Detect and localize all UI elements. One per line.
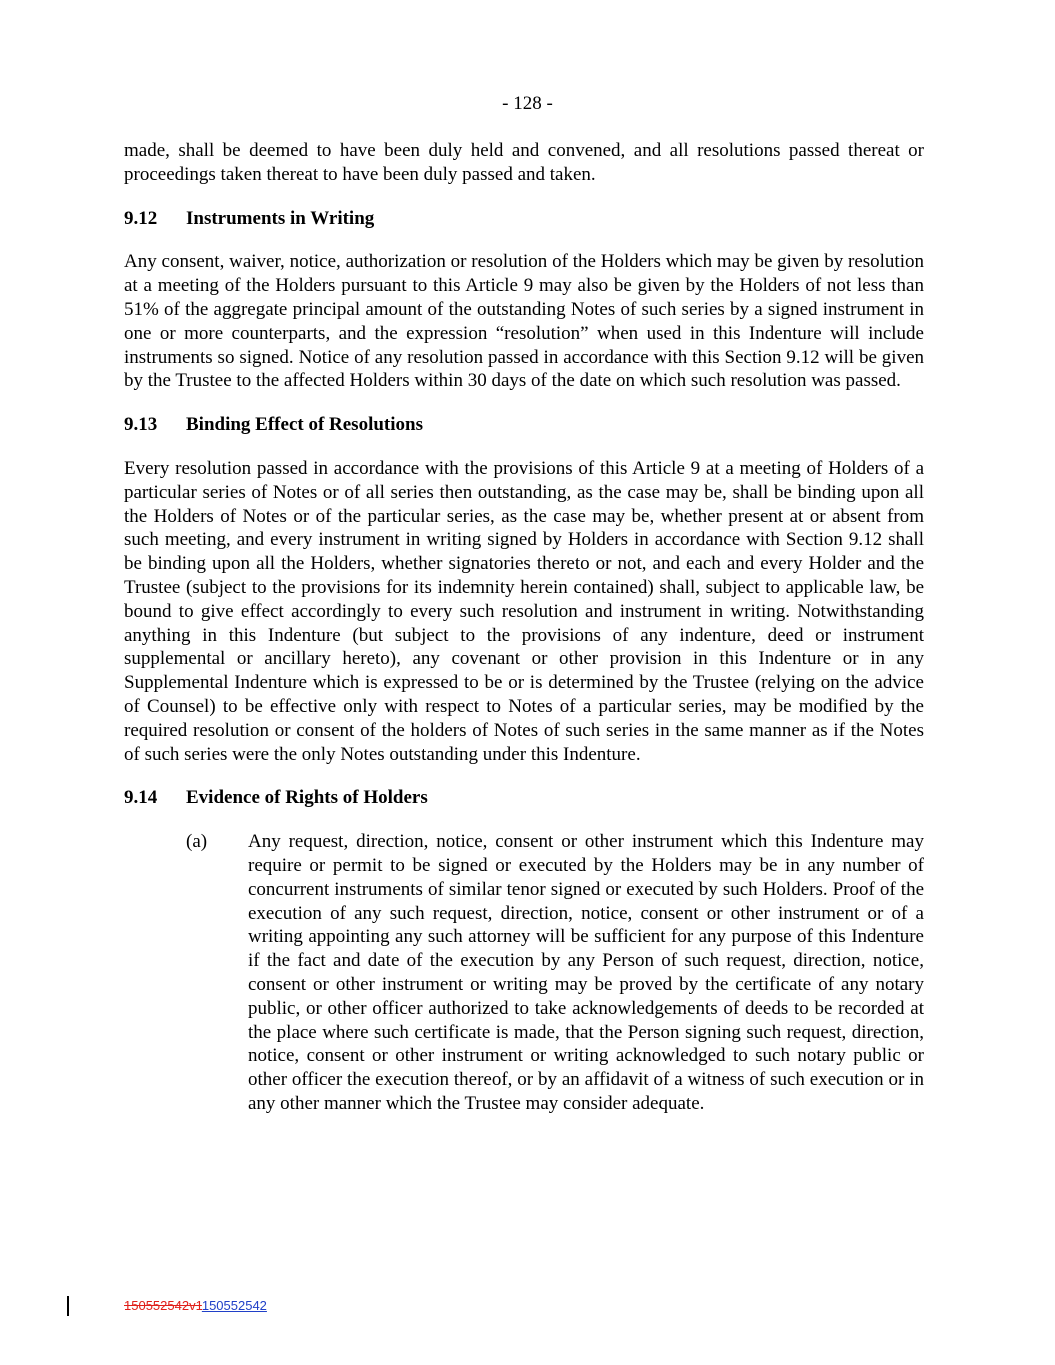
section-body-9-12: Any consent, waiver, notice, authorization or resolution of the Holders which may be given by resolution at a meeting of the Holders pursuant to this Article 9 may also be given by the Holders of not less than 51% of the aggregate principal amount of the outstanding Notes of such series by a signed instrument in one or more counterparts, and the expression “resolution” when used in this Indenture will include instruments so signed. Notice of any resolution passed in accordance with this Section 9.12 will be given by the Trustee to the affected Holders within 30 days of the date on which such resolution was passed. [124, 251, 924, 392]
inserted-document-id: 150552542 [201, 1298, 267, 1313]
section-heading-9-12 [124, 207, 924, 231]
change-bar [67, 1296, 69, 1316]
section-title: Evidence of Rights of Holders [186, 787, 428, 809]
section-title: Binding Effect of Resolutions [186, 414, 423, 436]
section-number: 9.12 [124, 207, 158, 229]
deleted-document-id: 150552542v1 [124, 1298, 202, 1313]
page-content [124, 139, 924, 1116]
section-title: Instruments in Writing [186, 207, 375, 229]
document-id-footer [124, 1298, 267, 1314]
subsection-a [124, 830, 924, 1116]
section-number: 9.13 [124, 414, 158, 436]
section-body-9-13: Every resolution passed in accordance with the provisions of this Article 9 at a meeting of Holders of a particular series of Notes or of all series then outstanding, as the case may be, shall be binding upon all the Holders of Notes or of the particular series, as the case may be, whether present at or absent from such meeting, and every instrument in writing signed by Holders in accordance with Section 9.12 shall be binding upon all the Holders, whether signatories thereto or not, and each and every Holder and the Trustee (subject to the provisions for its indemnity herein contained) shall, subject to applicable law, be bound to give effect accordingly to every such resolution and instrument in writing. Notwithstanding anything in this Indenture (but subject to the provisions of any indenture, deed or instrument supplemental or ancillary hereto), any covenant or other provision in this Indenture or in any Supplemental Indenture which is expressed to be or is determined by the Trustee (relying on the advice of Counsel) to be effective only with respect to Notes of a particular series, may be modified by the required resolution or consent of the holders of Notes of such series in the same manner as if the Notes of such series were the only Notes outstanding under this Indenture. [124, 457, 924, 765]
intro-paragraph: made, shall be deemed to have been duly held and convened, and all resolutions passed thereat or proceedings taken thereat to have been duly passed and taken. [124, 140, 924, 185]
subsection-label: (a) [186, 831, 208, 853]
subsection-body: Any request, direction, notice, consent or other instrument which this Indenture may require or permit to be signed or executed by the Holders may be in any number of concurrent instruments of similar tenor signed or executed by such Holders. Proof of the execution of any such request, direction, notice, consent or other instrument or of a writing appointing any such attorney will be sufficient for any purpose of this Indenture if the fact and date of the execution by any Person of such request, direction, notice, consent or other instrument or writing may be proved by the certificate of any notary public, or other officer authorized to take acknowledgements of deeds to be recorded at the place where such certificate is made, that the Person signing such request, direction, notice, consent or other instrument or writing acknowledged to such notary public or other officer the execution thereof, or by an affidavit of a witness of such execution or in any other manner which the Trustee may consider adequate. [248, 831, 924, 1114]
section-number: 9.14 [124, 787, 158, 809]
section-heading-9-14 [124, 786, 924, 810]
page-number: - 128 - [502, 93, 553, 114]
section-heading-9-13 [124, 413, 924, 437]
